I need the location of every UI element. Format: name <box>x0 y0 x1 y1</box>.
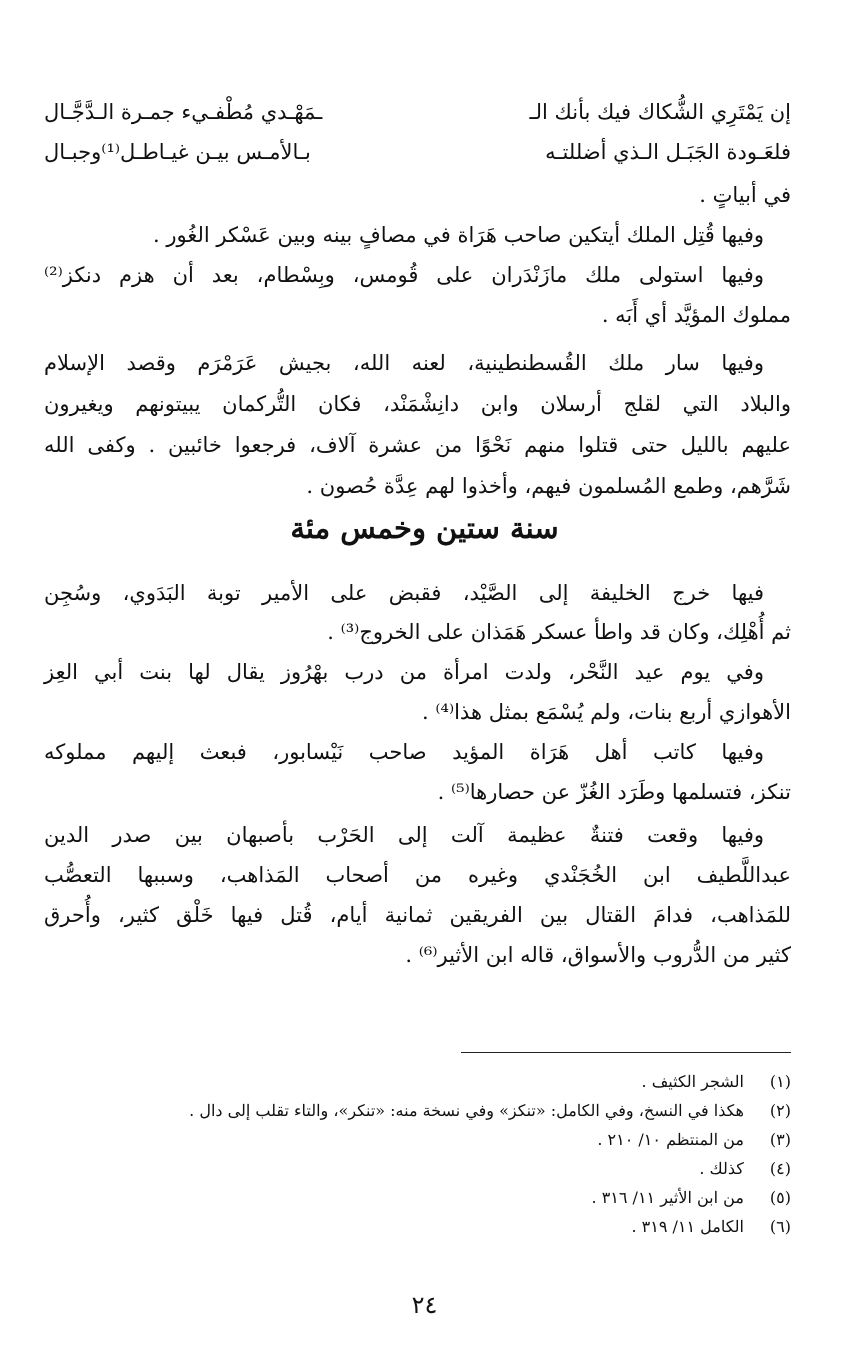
footnote-number: (٣) <box>769 1130 791 1149</box>
text-line: وفيها وقعت فتنةٌ عظيمة آلت إلى الحَرْب بأصبهان بين صدر الدين <box>44 823 764 847</box>
footnote-text: من المنتظم ١٠/ ٢١٠ . <box>597 1130 744 1149</box>
footnote-text: هكذا في النسخ، وفي الكامل: «تنكز» وفي نسخة منه: «تنكر»، والتاء تقلب إلى دال . <box>189 1101 744 1120</box>
text-line: وفيها سار ملك القُسطنطينية، لعنه الله، بجيش عَرَمْرَم وقصد الإسلام <box>44 351 764 375</box>
footnote-item <box>40 1157 791 1181</box>
verse-1-second-hemistich: ـمَهْـدي مُطْفـيء جمـرة الـدَّجَّـال <box>44 100 323 124</box>
verse-1-first-hemistich: إن يَمْتَرِي الشُّكاك فيك بأنك الـ <box>529 100 791 124</box>
footnote-item <box>40 1070 791 1094</box>
footnote-item <box>40 1186 791 1210</box>
footnote-text: من ابن الأثير ١١/ ٣١٦ . <box>591 1188 744 1207</box>
text-line: وفي يوم عيد النَّحْر، ولدت امرأة من درب بهْرُوز يقال لها بنت أبي العِز <box>44 660 764 684</box>
footnote-item <box>40 1128 791 1152</box>
text-line: وفيها كاتب أهل هَرَاة المؤيد صاحب نَيْسابور، فبعث إليهم مملوكه <box>44 740 764 764</box>
text-line: تنكز، فتسلمها وطَرَد الغُزّ عن حصارها⁽⁵⁾ . <box>437 780 791 804</box>
text-line: شَرَّهم، وطمع المُسلمون فيهم، وأخذوا لهم عِدَّة حُصون . <box>306 474 791 498</box>
footnote-item <box>40 1099 791 1123</box>
verse-2-first-hemistich: فلعَـودة الجَبَـل الـذي أضللتـه <box>545 140 791 164</box>
section-heading: سنة ستين وخمس مئة <box>290 511 559 545</box>
text-line: فيها خرج الخليفة إلى الصَّيْد، فقبض على الأمير توبة البَدَوي، وسُجِن <box>44 581 764 605</box>
footnote-number: (٦) <box>769 1217 791 1236</box>
footnote-number: (٢) <box>769 1101 791 1120</box>
text-line: ثم أُهْلِك، وكان قد واطأ عسكر هَمَذان على الخروج⁽³⁾ . <box>327 620 791 644</box>
footnote-separator <box>461 1052 791 1053</box>
footnote-number: (١) <box>769 1072 791 1091</box>
footnote-text: الكامل ١١/ ٣١٩ . <box>631 1217 744 1236</box>
text-line: في أبياتٍ . <box>699 183 791 207</box>
text-line: وفيها قُتِل الملك أيتكين صاحب هَرَاة في مصافٍ بينه وبين عَسْكر الغُور . <box>153 223 764 247</box>
text-line: كثير من الدُّروب والأسواق، قاله ابن الأثير⁽⁶⁾ . <box>405 943 791 967</box>
text-line: مملوك المؤيَّد أي أَبَه . <box>601 303 791 327</box>
text-line: الأهوازي أربع بنات، ولم يُسْمَع بمثل هذا⁽⁴⁾ . <box>422 700 791 724</box>
text-line: وفيها استولى ملك مازَنْدَران على قُومس، وبِسْطام، بعد أن هزم دنكز⁽²⁾ <box>44 263 764 287</box>
page-number: ٢٤ <box>411 1291 438 1319</box>
footnote-text: كذلك . <box>699 1159 744 1178</box>
text-line: عليهم بالليل حتى قتلوا منهم نَحْوًا من عشرة آلاف، فرجعوا خائبين . وكفى الله <box>44 433 791 457</box>
text-line: عبداللَّطيف ابن الخُجَنْدي وغيره من أصحاب المَذاهب، وسببها التعصُّب <box>44 863 791 887</box>
text-line: للمَذاهب، فدامَ القتال بين الفريقين ثمانية أيام، قُتل فيها خَلْق كثير، وأُحرق <box>44 903 791 927</box>
verse-2-second-hemistich: بـالأمـس بيـن غيـاطـل⁽¹⁾وجبـال <box>44 140 311 164</box>
footnote-text: الشجر الكثيف . <box>641 1072 744 1091</box>
text-line: والبلاد التي لقلج أرسلان وابن دانِشْمَنْد، فكان التُّركمان يبيتونهم ويغيرون <box>44 392 791 416</box>
footnote-number: (٥) <box>769 1188 791 1207</box>
footnote-item <box>40 1215 791 1239</box>
footnote-number: (٤) <box>769 1159 791 1178</box>
